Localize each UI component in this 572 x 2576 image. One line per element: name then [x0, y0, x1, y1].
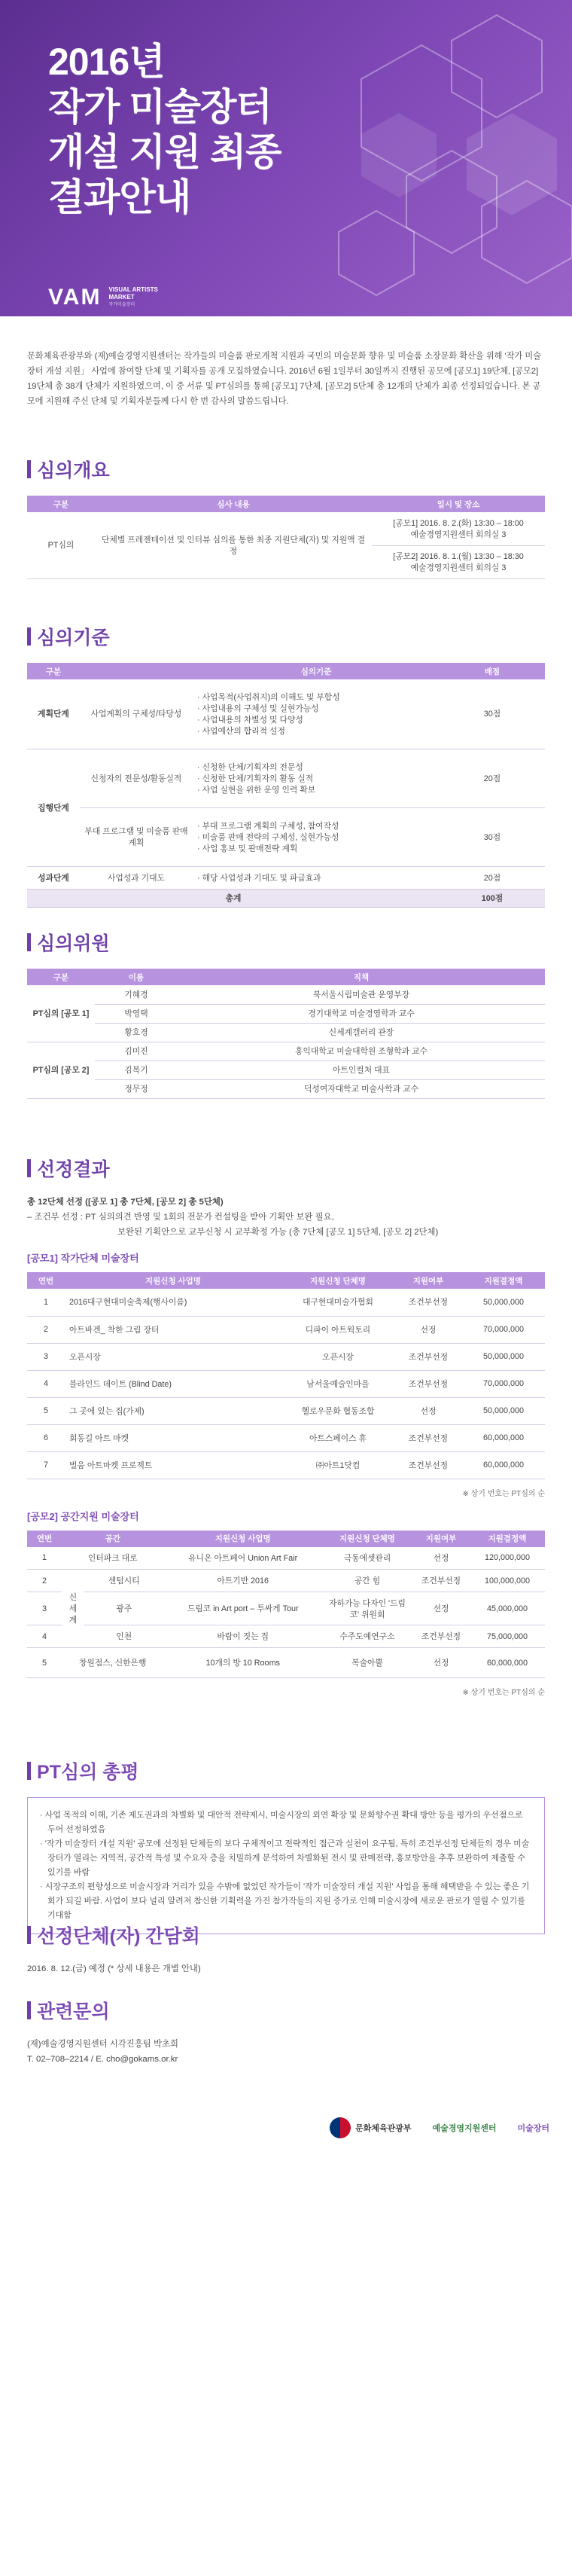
- section-results: [0, 1155, 572, 1758]
- pt-review-box: · 사업 목적의 이해, 기존 제도권과의 차별화 및 대안적 전략제시, 미술시장의 외연 확장 및 문화향수권 확대 방안 등을 평가의 우선점으로 두어 선정하였음 · '작가 미술장터 개설 지원' 공모에 선정된 단체들의 보다 구체적이고 전략적인 접근과 실천이 요구됨, 특히 조건부선정 단체들의 경우 미술장터가 열리는 지역적, 공간적 특성 및 수요자 층을 치밀하게 분석하여 차별화된 전시 및 판매전략, 홍보방안을 추후 보완하여 제출할 수 있기를 바람 · 시장구조의 편향성으로 미술시장과 거리가 있을 수밖에 없었던 작가들이 '작가 미술장터 개설 지원' 사업을 통해 혜택받을 수 있는 좋은 기회가 되길 바람. 사업이 보다 널리 알려져 참신한 기획력을 가진 참가작들의 지원 증가로 인해 미술시장에 새로운 판로가 열릴 수 있기를 기대함: [27, 1797, 545, 1934]
- section-title: PT심의 총평: [27, 1758, 545, 1784]
- contact-phone-email: T. 02–708–2214 / E. cho@gokams.or.kr: [27, 2055, 178, 2064]
- taegeuk-icon: [330, 2117, 351, 2138]
- section-title: 관련문의: [27, 1998, 545, 2023]
- section-title: 선정단체(자) 간담회: [27, 1922, 545, 1948]
- section-title: 심의위원: [27, 929, 545, 955]
- hero-title: 2016년 작가 미술장터 개설 지원 최종 결과안내: [48, 41, 281, 218]
- footer-logos: [0, 2094, 572, 2162]
- section-title: 심의기준: [27, 624, 545, 649]
- table-note: ※ 상기 번호는 PT심의 순: [462, 1689, 545, 1697]
- section-title: 심의개요: [27, 456, 545, 482]
- results-table-2: 연번 공간 지원신청 사업명 지원신청 단체명 지원여부 지원결정액 1 인터파크 대로 유니온 아트페어 Union Art Fair 극동에셋관리 선정 120,000,000 2 신세계 센텀시티 아트기반 2016 공간 힘 조건부선정 100,000,000 3 광주 드림코 in Art port – 투싸게 Tour 자하가능 다자인 '드림코' 위원회 선정 45,000,000 4 인천 바람이 짓는 집 수주도예연구소 조건부선정 75,000,000 5 창원점스, 신한은행 10개의 방 10 Rooms 복술아뿔 선정 60,000,000: [27, 1531, 545, 1679]
- condition-note: – 조건부 선정 : PT 심의의견 반영 및 1회의 전문가 컨설팅을 받아 기획안 보완 필요,: [27, 1213, 334, 1222]
- review-overview-table: 구분 심사 내용 일시 및 장소 PT심의 단체별 프레젠테이션 및 인터뷰 심의를 통한 최종 지원단체(자) 및 지원액 결정 [공모1] 2016. 8. 2.(화) 13:30 – 18:00 예술경영지원센터 회의실 3 [공모2] 2016. 8. 1.(월) 13:30 – 18:30 예술경영지원센터 회의실 3: [27, 496, 545, 579]
- contact-org: (재)예술경영지원센터 시각진흥팀 박초희: [27, 2040, 178, 2049]
- hero-banner: [0, 0, 572, 316]
- committee-table: 구분 이름 직책 PT심의 [공모 1] 기혜경 북서울시립미술관 운영부장 박영택 경기대학교 미술경영학과 교수 황호경 신세계갤러리 관장 PT심의 [공모 2] 김미진 홍익대학교 미술대학원 조형학과 교수 김복기 아트인컬처 대표 정무정 덕성여자대학교 미술사학과 교수: [27, 969, 545, 1099]
- results-summary: 총 12단체 선정 ([공모 1] 총 7단체, [공모 2] 총 5단체): [27, 1198, 224, 1207]
- results-table-1: 연번 지원신청 사업명 지원신청 단체명 지원여부 지원결정액 1 2016대구현대미술축제(행사이름) 대구현대미술가협회 조건부선정 50,000,000 2 아트바겐_ 착한 그림 장터 디파이 아트웍토리 선정 70,000,000 3 오픈시장 오픈시장 조건부선정 50,000,000 4 블라인드 데이트 (Blind Date) 남서울예술인마을 조건부선정 70,000,000 5 그 곳에 있는 집(가제) 헬로우문화 협동조합 선정 50,000,000 6 회동길 아트 마켓 아트스페이스 휴 조건부선정 60,000,000 7 벌움 아트마켓 프로젝트 ㈜아트1닷컴 조건부선정 60,000,000: [27, 1272, 545, 1479]
- subtitle-open-call-2: [공모2] 공간지원 미술장터: [27, 1510, 139, 1522]
- meeting-text: 2016. 8. 12.(금) 예정 (* 상세 내용은 개별 안내): [27, 1964, 201, 1973]
- subtitle-open-call-1: [공모1] 작가단체 미술장터: [27, 1253, 139, 1264]
- section-contact: [0, 1998, 572, 2094]
- section-criteria: [0, 624, 572, 929]
- table-note: ※ 상기 번호는 PT심의 순: [462, 1489, 545, 1498]
- vam-logo: VAM VISUAL ARTISTS MARKET 작가미술장터: [48, 285, 158, 310]
- section-committee: [0, 929, 572, 1155]
- section-meeting: [0, 1922, 572, 1998]
- art-market-logo: 미술장터: [517, 2124, 549, 2133]
- section-review-overview: [0, 456, 572, 624]
- section-pt-review: [0, 1758, 572, 1922]
- ministry-logo: 문화체육관광부: [330, 2117, 411, 2138]
- gokams-logo: 예술경영지원센터: [432, 2124, 497, 2133]
- criteria-table: 구분 심의기준 배점 계획단계 사업계획의 구체성/타당성 · 사업목적(사업취지)의 이해도 및 부합성 · 사업내용의 구체성 및 실현가능성 · 사업내용의 차별성 및 다양성 · 사업예산의 합리적 설정 30점 집행단계 신청자의 전문성/활동실적 · 신청한 단체/기획자의 전문성 · 신청한 단체/기획자의 활동 실적 · 사업 실현을 위한 운영 인력 확보 20점 부대 프로그램 및 미술품 판매계획 · 부대 프로그램 계획의 구체성, 참여작성 · 미술품 판매 전략의 구체성, 실현가능성 · 사업 홍보 및 판매전략 계획 30점 성과단계 사업성과 기대도 · 해당 사업성과 기대도 및 파급효과 20점 총계 100점: [27, 663, 545, 908]
- condition-note-cont: 보완된 기획안으로 교부신청 시 교부확정 가능 (총 7단체 [공모 1] 5단체, [공모 2] 2단체): [117, 1228, 439, 1237]
- intro-text: 문화체육관광부와 (재)예술경영지원센터는 작가들의 미술품 판로개척 지원과 국민의 미술문화 향유 및 미술품 소장문화 확산을 위해 '작가 미술장터 개설 지원」 사업에 참여할 단체 및 기획자를 공개 모집하였습니다. 2016년 6월 1일부터 30일까지 진행된 공모에 [공모1] 19단체, [공모2] 19단체 총 38개 단체가 지원하였으며, 이 중 서류 및 PT심의를 통해 [공모1] 7단체, [공모2] 5단체 총 12개의 단체가 최종 선정되었습니다. 본 공모에 지원해 주신 단체 및 기획자분들께 다시 한 번 감사의 말씀드립니다.: [27, 352, 542, 406]
- section-title: 선정결과: [27, 1155, 545, 1181]
